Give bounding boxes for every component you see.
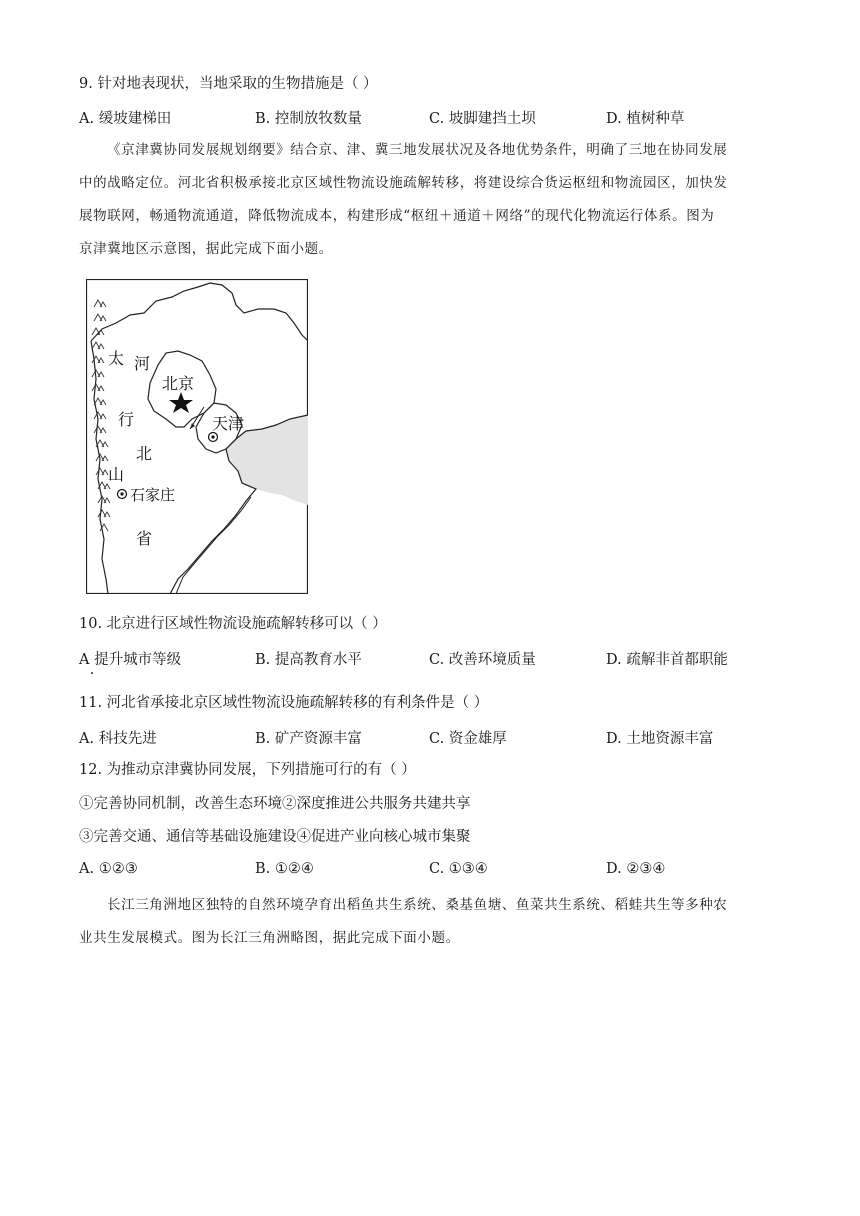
question-10-options [79, 648, 779, 668]
option-a[interactable]: A. 缓坡建梯田 [79, 111, 172, 127]
question-12-options [79, 861, 779, 881]
option-d[interactable]: D. 植树种草 [606, 111, 685, 127]
option-d[interactable]: D. 土地资源丰富 [606, 731, 714, 747]
label-tianjin: 天津 [212, 416, 245, 433]
passage-line: 《京津冀协同发展规划纲要》结合京、津、冀三地发展状况及各地优势条件，明确了三地在协同发展 [107, 142, 728, 158]
option-d[interactable]: D. 疏解非首都职能 [606, 652, 728, 668]
passage-line: 中的战略定位。河北省积极承接北京区域性物流设施疏解转移，将建设综合货运枢纽和物流园区，加快发 [79, 175, 728, 191]
question-12-stem: 12. 为推动京津冀协同发展，下列措施可行的有（ ） [79, 762, 416, 778]
question-9-stem: 9. 针对地表现状，当地采取的生物措施是（ ） [79, 76, 378, 92]
option-a[interactable]: A. ①②③ [79, 861, 138, 877]
option-d[interactable]: D. ②③④ [606, 861, 666, 877]
passage-line: 展物联网，畅通物流通道，降低物流成本，构建形成“枢纽＋通道＋网络”的现代化物流运行体系。图为 [79, 208, 715, 224]
label-he: 河 [134, 356, 151, 373]
option-b[interactable]: B. 提高教育水平 [255, 652, 362, 668]
passage-line: 长江三角洲地区独特的自然环境孕育出稻鱼共生系统、桑基鱼塘、鱼菜共生系统、稻蛙共生等多种农 [107, 897, 728, 913]
option-b[interactable]: B. ①②④ [255, 861, 314, 877]
emphasis-dot [91, 672, 93, 674]
label-beijing: 北京 [162, 376, 195, 393]
label-hang: 行 [118, 412, 135, 429]
passage-yangtze-delta [79, 889, 779, 955]
question-12-items-1: ①完善协同机制，改善生态环境②深度推进公共服务共建共享 [79, 796, 471, 812]
label-bei: 北 [136, 446, 153, 463]
question-11-stem: 11. 河北省承接北京区域性物流设施疏解转移的有利条件是（ ） [79, 695, 489, 711]
option-c[interactable]: C. 改善环境质量 [429, 652, 536, 668]
option-a[interactable]: A. 科技先进 [79, 731, 157, 747]
passage-line: 业共生发展模式。图为长江三角洲略图，据此完成下面小题。 [79, 930, 460, 946]
option-b[interactable]: B. 矿产资源丰富 [255, 731, 362, 747]
option-c[interactable]: C. 资金雄厚 [429, 731, 507, 747]
question-10-stem: 10. 北京进行区域性物流设施疏解转移可以（ ） [79, 616, 387, 632]
passage-line: 京津冀地区示意图，据此完成下面小题。 [79, 241, 333, 257]
jingjinji-map [86, 279, 308, 594]
label-tai: 太 [108, 351, 125, 368]
option-a[interactable]: A 提升城市等级 [79, 652, 182, 668]
option-c[interactable]: C. 坡脚建挡土坝 [429, 111, 536, 127]
option-c[interactable]: C. ①③④ [429, 861, 488, 877]
label-shan: 山 [108, 467, 125, 484]
question-9-options [79, 107, 779, 127]
question-12-items-2: ③完善交通、通信等基础设施建设④促进产业向核心城市集聚 [79, 829, 471, 845]
label-shijiazhuang: 石家庄 [130, 487, 176, 504]
option-b[interactable]: B. 控制放牧数量 [255, 111, 362, 127]
question-11-options [79, 727, 779, 747]
passage-jingjinji [79, 134, 779, 266]
label-sheng: 省 [136, 531, 153, 548]
